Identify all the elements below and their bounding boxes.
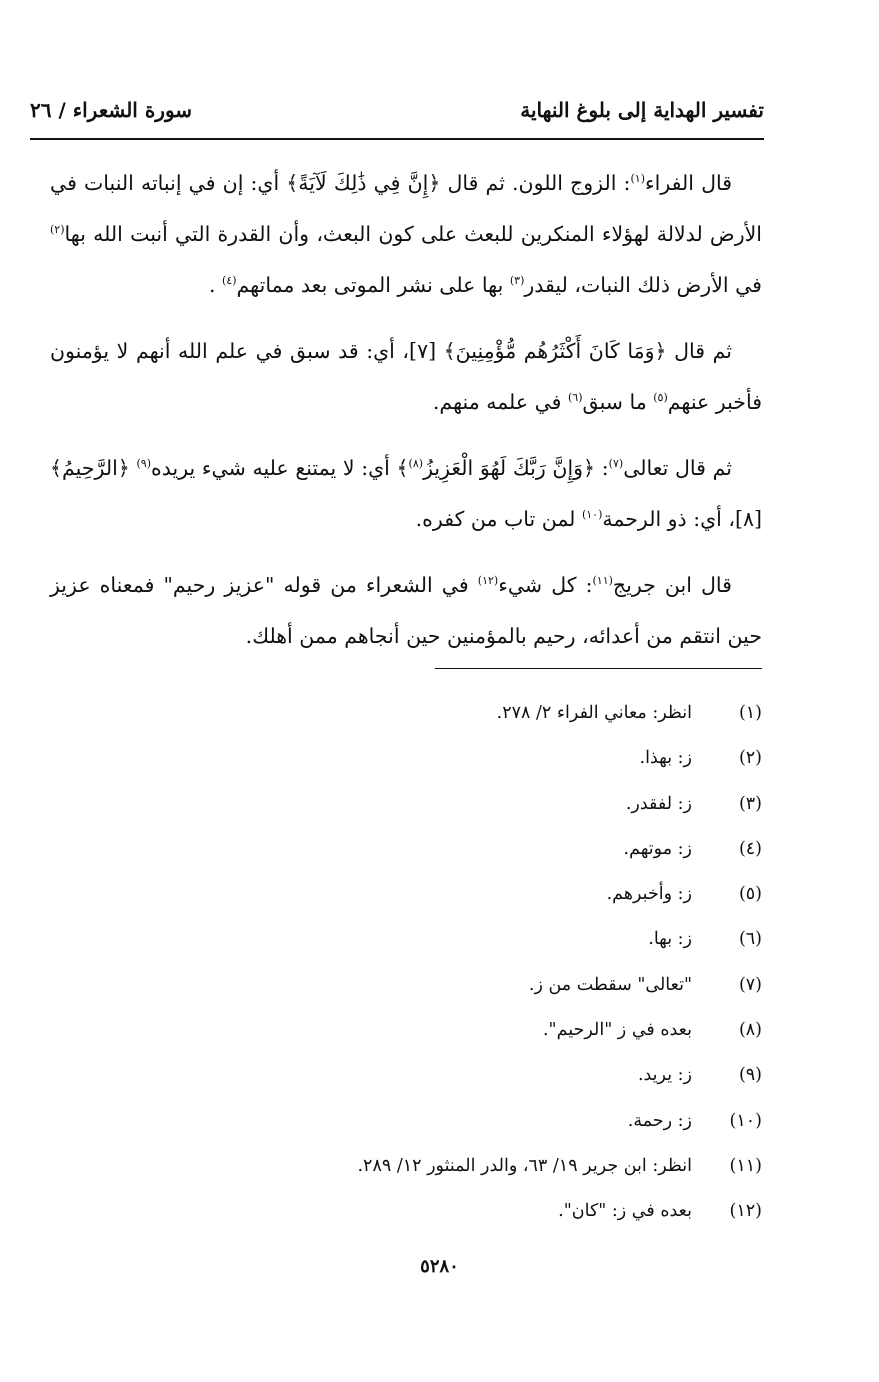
text-run: أي: إن في إنباته النبات في الأرض لدلالة لهؤلاء المنكرين للبعث على كون البعث، وأن القدرة التي أنبت الله بها [50,171,762,246]
footnote-text: انظر: ابن جرير ١٩/ ٦٣، والدر المنثور ١٢/ ٢٨٩. [357,1155,692,1176]
text-run: في علمه منهم. [432,390,568,414]
footnote-text: انظر: معاني الفراء ٢/ ٢٧٨. [496,703,692,723]
text-run: : الزوج اللون. ثم قال [440,171,631,195]
footnote-item [242,1057,762,1102]
paragraph-farra [50,158,762,311]
footnote-separator [435,668,762,669]
main-text [50,158,762,677]
paragraph-akthar [50,326,762,428]
footnote-item [242,921,762,966]
running-header [30,96,764,136]
footnote-ref: (١) [630,172,645,186]
text-run: بها على نشر الموتى بعد مماتهم [236,273,510,297]
footnote-ref: (٤) [222,274,237,288]
footnote-item [242,967,762,1012]
footnote-item [242,1012,762,1057]
text-run: في الشعراء من قوله "عزيز رحيم" فمعناه عزيز حين انتقم من أعدائه، رحيم بالمؤمنين حين أنجاهم ممن أهلك. [50,573,762,648]
text-run: : كل شيء [498,573,593,597]
text-run: ثم قال تعالى [623,456,732,480]
footnote-number: (٦) [738,929,762,950]
text-run: : [595,456,609,480]
footnote-number: (٥) [738,884,762,905]
text-run: في الأرض ذلك النبات، ليقدر [524,273,762,297]
quran-ayah: ﴿إِنَّ فِي ذَٰلِكَ لَآيَةً﴾ [286,171,441,195]
footnote-text: ز: موتهم. [623,838,692,859]
footnote-item [242,831,762,876]
footnote-number: (٧) [738,974,762,995]
text-run: . [208,273,223,297]
footnote-text: ز: بها. [648,929,692,950]
footnote-text: "تعالى" سقطت من ز. [528,974,692,995]
footnote-number: (٨) [738,1020,762,1041]
footnote-text: بعده في ز: "كان". [558,1201,692,1222]
footnote-number: (١) [738,703,762,723]
footnote-ref: (١٢) [477,574,499,588]
text-run: [٨]، أي: ذو الرحمة [602,507,762,531]
header-rule [30,138,764,140]
footnote-item [242,740,762,785]
book-title: تفسير الهداية إلى بلوغ النهاية [520,98,764,122]
footnote-number: (١٢) [729,1201,762,1222]
footnote-number: (٩) [738,1065,762,1086]
ayah-bracket: ﴾ [396,456,409,480]
footnote-number: (٤) [738,838,762,859]
quran-ayah: ﴿وَمَا كَانَ أَكْثَرُهُم مُّؤْمِنِينَ﴾ [443,339,667,363]
page-number: ٥٢٨٠ [420,1256,459,1277]
ayah-text: ﴿وَإِنَّ رَبَّكَ لَهُوَ الْعَزِيزُ [423,456,596,480]
surah-title: سورة الشعراء / ٢٦ [30,98,193,122]
footnote-ref: (٩) [136,457,151,471]
footnote-number: (٣) [738,793,762,814]
footnote-text: ز: وأخبرهم. [606,884,692,905]
footnote-item [242,1193,762,1238]
footnote-text: ز: لفقدر. [625,793,692,814]
footnote-text: ز: يريد. [637,1065,692,1086]
text-run: قال ابن جريج [612,573,732,597]
footnote-item [242,1103,762,1148]
text-run: لمن تاب من كفره. [415,507,582,531]
footnote-item [242,876,762,921]
footnotes-list [242,695,762,1239]
footnote-item [242,786,762,831]
text-run: قال الفراء [644,171,733,195]
paragraph-ibn-jurayj [50,560,762,662]
text-run: [٧]، أي: قد سبق في علم الله أنهم لا يؤمنون فأخبر عنهم [50,339,762,414]
footnote-ref: (١٠) [581,508,603,522]
footnote-text: ز: رحمة. [627,1110,692,1131]
text-run: ثم قال [666,339,732,363]
footnote-ref: (٧) [608,457,624,471]
footnote-ref: (٢) [50,223,65,237]
footnote-item [242,1148,762,1193]
quran-ayah: ﴿الرَّحِيمُ﴾ [50,456,130,480]
footnote-ref: (٨) [408,457,424,471]
text-run: أي: لا يمتنع عليه شيء يريده [150,456,397,480]
footnote-text: بعده في ز "الرحيم". [542,1020,692,1041]
paragraph-aziz [50,443,762,545]
footnote-item [242,695,762,740]
quran-ayah [397,456,596,480]
footnote-number: (٢) [738,748,762,769]
footnote-number: (١١) [729,1155,762,1176]
text-run: ما سبق [582,390,654,414]
footnote-number: (١٠) [729,1110,762,1131]
footnote-ref: (١١) [592,574,613,588]
footnote-ref: (٦) [567,391,583,405]
footnote-ref: (٣) [509,274,525,288]
footnote-ref: (٥) [653,391,668,405]
footnote-text: ز: بهذا. [639,748,692,769]
